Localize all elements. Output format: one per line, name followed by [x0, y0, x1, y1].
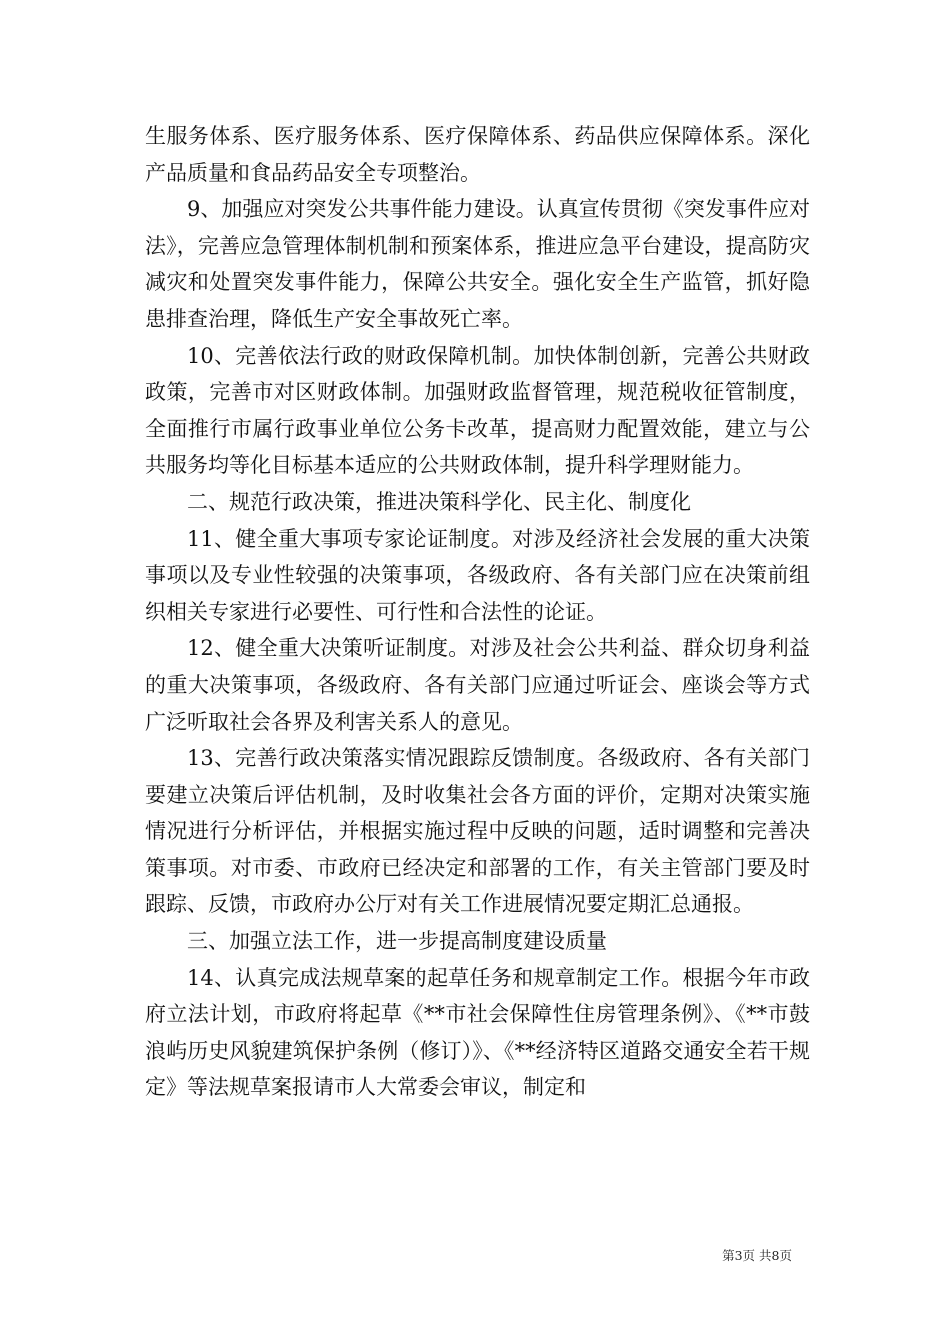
page-footer-prefix: 第 — [722, 1248, 735, 1263]
section-heading-2: 二、规范行政决策，推进决策科学化、民主化、制度化 — [187, 489, 691, 514]
paragraph-item-12: 12、健全重大决策听证制度。对涉及社会公共利益、群众切身利益的重大决策事项，各级政府、各有关部门应通过听证会、座谈会等方式广泛听取社会各界及利害关系人的意见。 — [145, 636, 810, 734]
page-footer-suffix: 页 — [779, 1248, 792, 1263]
paragraph-item-14: 14、认真完成法规草案的起草任务和规章制定工作。根据今年市政府立法计划，市政府将起草《**市社会保障性住房管理条例》、《**市鼓浪屿历史风貌建筑保护条例（修订）》、《**经济特区道路交通安全若干规定》等法规草案报请市人大常委会审议，制定和 — [145, 965, 810, 1100]
paragraph-continuation: 生服务体系、医疗服务体系、医疗保障体系、药品供应保障体系。深化产品质量和食品药品安全专项整治。 — [145, 124, 810, 185]
current-page-number: 3 — [734, 1248, 743, 1263]
section-heading-3: 三、加强立法工作，进一步提高制度建设质量 — [187, 929, 607, 954]
page-number-footer — [722, 1246, 792, 1264]
paragraph-item-13: 13、完善行政决策落实情况跟踪反馈制度。各级政府、各有关部门要建立决策后评估机制，及时收集社会各方面的评价，定期对决策实施情况进行分析评估，并根据实施过程中反映的问题，适时调整和完善决策事项。对市委、市政府已经决定和部署的工作，有关主管部门要及时跟踪、反馈，市政府办公厅对有关工作进展情况要定期汇总通报。 — [145, 746, 810, 917]
total-page-count: 8 — [771, 1248, 780, 1263]
paragraph-item-11: 11、健全重大事项专家论证制度。对涉及经济社会发展的重大决策事项以及专业性较强的决策事项，各级政府、各有关部门应在决策前组织相关专家进行必要性、可行性和合法性的论证。 — [145, 526, 810, 624]
paragraph-item-10: 10、完善依法行政的财政保障机制。加快体制创新，完善公共财政政策，完善市对区财政体制。加强财政监督管理，规范税收征管制度，全面推行市属行政事业单位公务卡改革，提高财力配置效能，建立与公共服务均等化目标基本适应的公共财政体制，提升科学理财能力。 — [145, 343, 810, 478]
paragraph-item-9: 9、加强应对突发公共事件能力建设。认真宣传贯彻《突发事件应对法》，完善应急管理体制机制和预案体系，推进应急平台建设，提高防灾减灾和处置突发事件能力，保障公共安全。强化安全生产监管，抓好隐患排查治理，降低生产安全事故死亡率。 — [145, 197, 810, 331]
document-body — [145, 118, 810, 1106]
page-footer-middle: 页 共 — [742, 1248, 772, 1263]
